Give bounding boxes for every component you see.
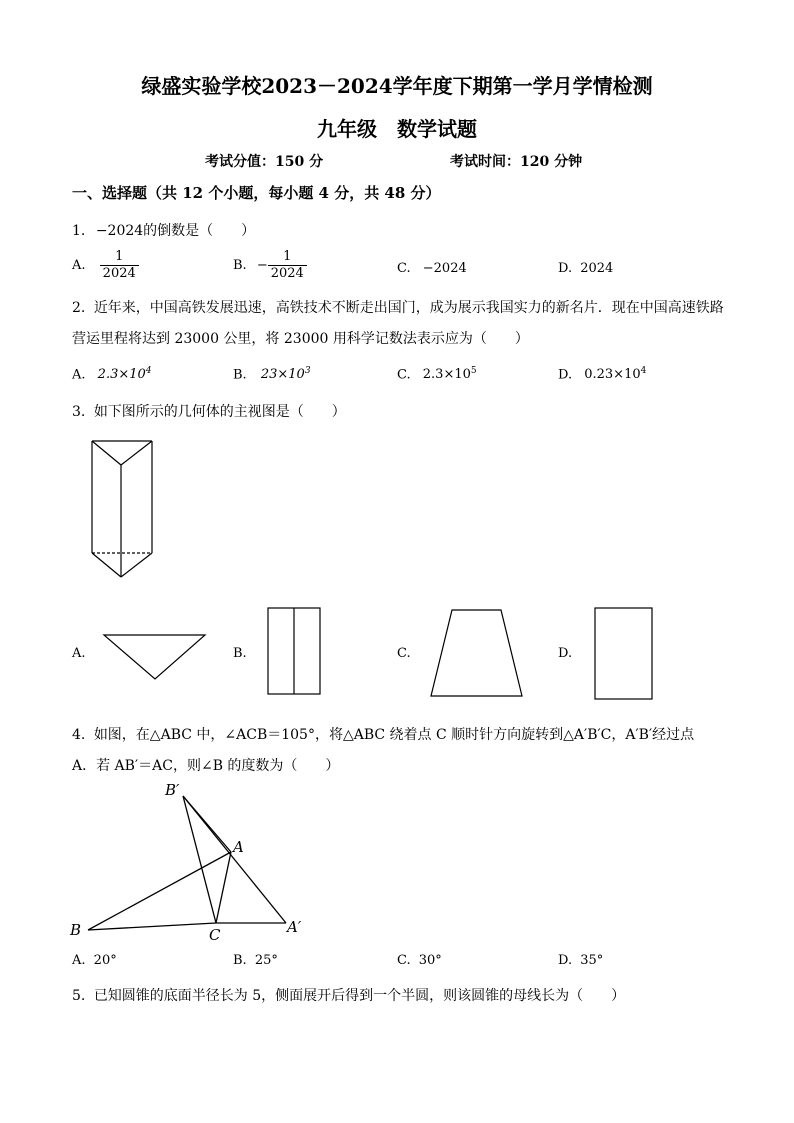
fraction-denominator: 2024 (102, 266, 136, 281)
minus-sign: − (256, 258, 268, 273)
option-text: 23×10 (260, 367, 305, 383)
exam-subtitle: 九年级 数学试题 (317, 117, 477, 141)
label-a: A (233, 838, 244, 856)
fraction-numerator: 1 (268, 249, 307, 266)
option-label: A. (72, 367, 86, 383)
q3-option-b-label[interactable]: B. (233, 646, 247, 661)
question-4-text: 如图，在△ABC 中，∠ACB＝105°，将△ABC 绕着点 C 顺时针方向旋转到△A′B′C，A′B′经过点 (93, 727, 695, 743)
q4-option-a[interactable] (72, 953, 117, 968)
question-3-text: 如下图所示的几何体的主视图是（ ） (93, 404, 346, 420)
label-c: C (209, 926, 221, 944)
q4-option-b[interactable] (233, 953, 278, 968)
option-text: 2.3×10 (422, 367, 471, 383)
option-label: C. (397, 261, 411, 276)
option-text: 0.23×10 (584, 367, 641, 383)
q4-option-d[interactable] (558, 953, 603, 968)
option-text: 20° (93, 953, 117, 968)
question-5 (72, 985, 625, 1005)
option-label: B. (233, 258, 247, 273)
option-text: −2024 (422, 261, 467, 276)
q3-option-a-label[interactable]: A. (72, 646, 86, 661)
q3-option-d-label[interactable]: D. (558, 646, 573, 661)
label-a-prime: A′ (287, 918, 302, 936)
option-text: 2.3×10 (97, 367, 146, 383)
question-number: 4. (72, 727, 86, 743)
question-number: 2. (72, 300, 86, 316)
question-4-line-2: A．若 AB′＝AC，则∠B 的度数为（ ） (72, 758, 340, 774)
option-label: C. (397, 367, 411, 383)
question-2-text: 近年来，中国高铁发展迅速，高铁技术不断走出国门，成为展示我国实力的新名片．现在中国高速铁路 (93, 300, 724, 316)
fraction-numerator: 1 (100, 249, 139, 266)
option-label: D. (558, 261, 573, 276)
question-1-text: 的倒数是（ ） (143, 223, 256, 239)
option-label: D. (558, 953, 573, 968)
exponent: 3 (304, 366, 311, 376)
question-2-line-2: 营运里程将达到 23000 公里，将 23000 用科学记数法表示应为（ ） (72, 331, 529, 347)
question-5-text: 已知圆锥的底面半径长为 5，侧面展开后得到一个半圆，则该圆锥的母线长为（ ） (93, 988, 626, 1004)
option-text: 2024 (580, 261, 614, 276)
option-label: A. (72, 953, 86, 968)
label-b: B (70, 921, 82, 939)
question-number: 1. (72, 223, 86, 239)
option-label: C. (397, 953, 411, 968)
question-number: 3. (72, 404, 86, 420)
exam-score: 考试分值：150 分 (205, 154, 324, 170)
exponent: 4 (640, 366, 647, 376)
option-label: B. (233, 367, 247, 383)
option-label: D. (558, 367, 573, 383)
option-text: 25° (254, 953, 278, 968)
label-b-prime: B′ (165, 781, 180, 799)
exponent: 5 (470, 366, 477, 376)
fraction-denominator: 2024 (270, 266, 304, 281)
exponent: 4 (145, 366, 152, 376)
question-number: 5. (72, 988, 86, 1004)
q4-option-c[interactable] (397, 953, 442, 968)
option-text: 30° (418, 953, 442, 968)
option-text: 35° (580, 953, 604, 968)
option-label: A. (72, 258, 86, 273)
option-label: B. (233, 953, 247, 968)
question-1-expr: −2024 (95, 223, 144, 239)
section-heading: 一、选择题（共 12 个小题，每小题 4 分，共 48 分） (72, 184, 441, 202)
exam-time: 考试时间：120 分钟 (450, 154, 583, 170)
q3-option-c-label[interactable]: C. (397, 646, 411, 661)
exam-title: 绿盛实验学校2023－2024学年度下期第一学月学情检测 (141, 74, 653, 98)
